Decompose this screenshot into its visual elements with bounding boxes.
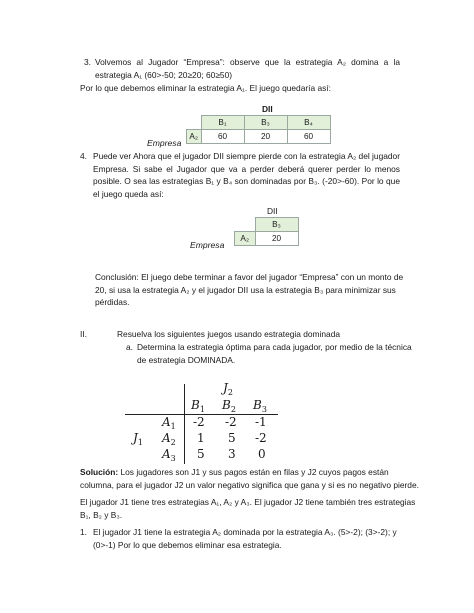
matrix-vertical-rule — [184, 384, 185, 464]
table2-row-header: A₂ — [235, 232, 256, 246]
table2-row-player: Empresa — [190, 240, 225, 250]
item-4-number: 4. — [80, 151, 87, 161]
sub-item-a-letter: a. — [126, 342, 133, 352]
table1-row-player: Empresa — [147, 138, 182, 148]
table1-col-header: B₃ — [244, 116, 287, 130]
matrix-cell: 3 — [228, 447, 236, 461]
payoff-table-2 — [234, 217, 299, 246]
matrix-row-header: $A_3$ — [162, 447, 176, 463]
table1-row-header: A₂ — [187, 130, 202, 144]
section-2-title: Resuelva los siguientes juegos usando estrategia dominada — [117, 329, 341, 339]
solution-paragraph — [80, 466, 420, 491]
paragraph-eliminate-a1: Por lo que debemos eliminar la estrategia A₁. El juego quedaría así: — [80, 83, 331, 93]
matrix-col-header: $B_2$ — [222, 398, 236, 414]
table1-cell: 60 — [201, 130, 244, 144]
matrix-col-header: $B_1$ — [191, 398, 205, 414]
matrix-row-header: $A_1$ — [162, 415, 176, 431]
strategies-paragraph: El jugador J1 tiene tres estrategias A₁, A₂ y A₃. El jugador J2 tiene también tres estrategias B₁, B₂ y B₃. — [80, 497, 416, 520]
matrix-cell: 5 — [228, 431, 236, 445]
table2-player-header: DII — [267, 206, 278, 216]
matrix-cell: 0 — [258, 447, 266, 461]
section-2-number: II. — [80, 329, 87, 339]
matrix-cell: -2 — [255, 431, 267, 445]
matrix-cell: 5 — [197, 447, 205, 461]
table2-col-header: B₃ — [255, 218, 298, 232]
sub-item-a-text: Determina la estrategia óptima para cada jugador, por medio de la técnica de estrategia DOMINADA. — [137, 342, 412, 365]
matrix-cell: 1 — [197, 431, 205, 445]
item-3-text: Volvemos al Jugador “Empresa”: observe que la estrategia A₂ domina a la estrategia A₁ (60>-50; 20≥20; 60≥50) — [95, 57, 400, 80]
table2-cell: 20 — [255, 232, 298, 246]
item-1-text: El jugador J1 tiene la estrategia A₂ dominada por la estrategia A₃. (5>-2); (3>-2); y (0>-1) Por lo que debemos eliminar esa estrategia. — [93, 527, 397, 550]
matrix-column-player: $J_2$ — [223, 381, 233, 397]
item-1-number: 1. — [80, 527, 87, 537]
item-3-number: 3. — [84, 57, 91, 67]
table1-cell: 20 — [244, 130, 287, 144]
matrix-cell: -2 — [193, 415, 205, 429]
solution-label: Solución: — [80, 467, 119, 477]
matrix-col-header: $B_3$ — [253, 398, 267, 414]
conclusion: Conclusión: El juego debe terminar a favor del jugador “Empresa” con un monto de 20, si usa la estrategia A₂ y el jugador DII usa la estrategia B₃ para minimizar sus pérdidas. — [95, 272, 404, 308]
table1-player-header: DII — [262, 104, 273, 114]
matrix-row-player: $J_1$ — [133, 431, 143, 447]
table1-col-header: B₁ — [201, 116, 244, 130]
table1-cell: 60 — [287, 130, 330, 144]
matrix-cell: -2 — [225, 415, 237, 429]
solution-text: Los jugadores son J1 y sus pagos están en filas y J2 cuyos pagos están columna, para el jugador J2 un valor negativo significa que gana y si es no negativo pierde. — [80, 467, 419, 490]
matrix-cell: -1 — [255, 415, 267, 429]
payoff-table-1 — [186, 115, 331, 144]
table1-col-header: B₄ — [287, 116, 330, 130]
item-4-text: Puede ver Ahora que el jugador DII siempre pierde con la estrategia A₂ del jugador Empresa. Si sabe el Jugador que va a perder deberá querer perder lo menos posible. O sea las estrategias B₁ y B₄ son dominadas por B₃. (-20>-60). Por lo que el juego queda así: — [93, 151, 400, 199]
matrix-row-header: $A_2$ — [162, 431, 176, 447]
